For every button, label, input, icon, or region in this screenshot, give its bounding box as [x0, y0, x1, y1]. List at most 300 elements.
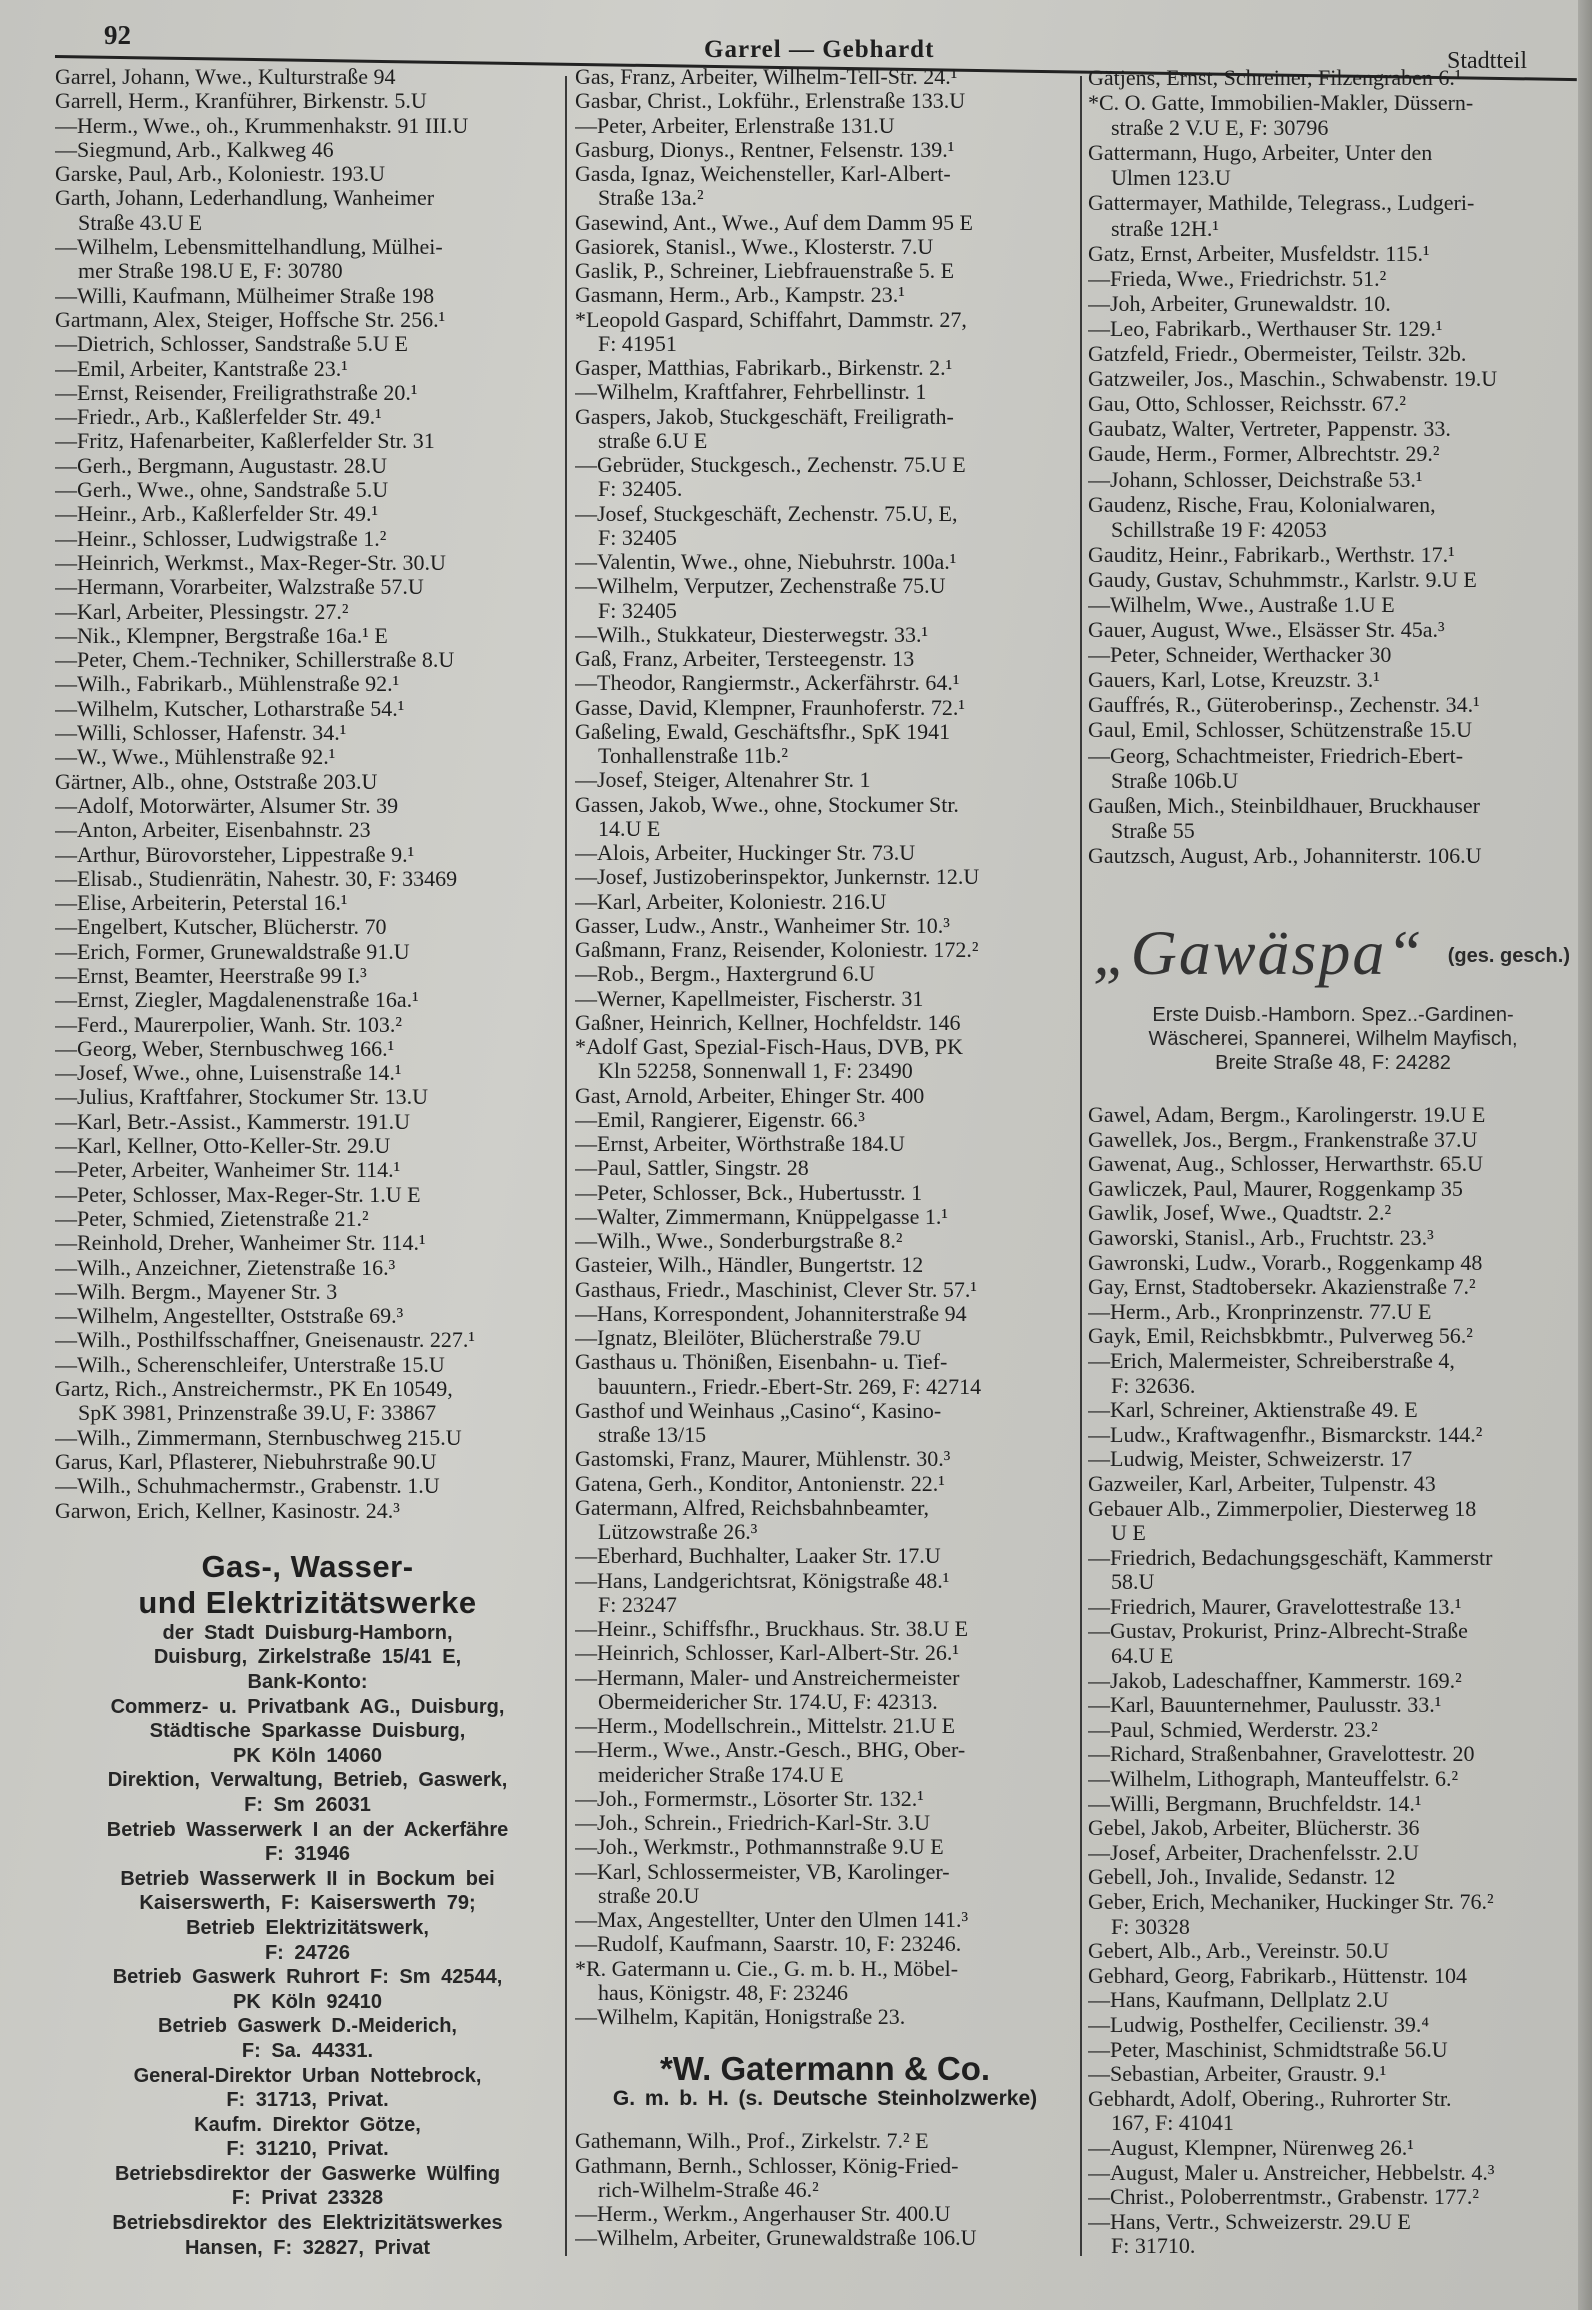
directory-entry [575, 502, 1075, 551]
entry-continuation-line: SpK 3981, Prinzenstraße 39.U, F: 33867 [78, 1401, 437, 1426]
directory-entry [575, 1472, 1075, 1496]
entry-continuation-line: F: 32405 [598, 598, 677, 623]
entry-line: —Theodor, Rangiermstr., Ackerfährstr. 64.¹ [575, 671, 960, 696]
entry-line: Gaudenz, Rische, Frau, Kolonialwaren, [1088, 491, 1436, 517]
entry-line: —Gustav, Prokurist, Prinz-Albrecht-Straße [1088, 1619, 1468, 1644]
entry-line: Gatzweiler, Jos., Maschin., Schwabenstr. 19.U [1088, 366, 1498, 392]
directory-entry [1088, 1988, 1578, 2013]
entry-line: —Josef, Wwe., ohne, Luisenstraße 14.¹ [55, 1061, 402, 1086]
entry-line: Gebhard, Georg, Fabrikarb., Hüttenstr. 104 [1088, 1963, 1468, 1988]
directory-entry [1088, 1497, 1578, 1546]
directory-entry [575, 1641, 1075, 1665]
advert-line: Betrieb Gaswerk Ruhrort F: Sm 42544, [112, 1966, 503, 1989]
entry-line: —Joh., Werkmstr., Pothmannstraße 9.U E [575, 1835, 944, 1860]
directory-entry [1088, 1226, 1578, 1251]
entry-line: Gauffrés, R., Güteroberinsp., Zechenstr. 34.¹ [1088, 692, 1480, 718]
directory-entry [55, 1231, 560, 1255]
directory-entry [575, 1908, 1075, 1932]
entry-line: —Wilhelm, Kapitän, Honigstraße 23. [575, 2005, 906, 2029]
entry-continuation-line: mer Straße 198.U E, F: 30780 [78, 259, 343, 284]
directory-entry [55, 648, 560, 672]
directory-entries [55, 65, 560, 1523]
entry-line: —Julius, Kraftfahrer, Stockumer Str. 13.U [55, 1085, 429, 1110]
directory-entry [575, 962, 1075, 986]
entry-line: —Fritz, Hafenarbeiter, Kaßlerfelder Str. 31 [55, 429, 435, 454]
directory-entry [575, 550, 1075, 574]
directory-entry [575, 1569, 1075, 1618]
directory-entry [55, 405, 560, 429]
entry-line: Gaußen, Mich., Steinbildhauer, Bruckhauser [1088, 792, 1480, 818]
directory-entry [1088, 2185, 1578, 2210]
entry-line: —Ignatz, Bleilöter, Blücherstraße 79.U [575, 1326, 922, 1350]
entry-line: —Nik., Klempner, Bergstraße 16a.¹ E [55, 623, 388, 648]
entry-line: Gaß, Franz, Arbeiter, Tersteegenstr. 13 [575, 647, 915, 671]
advert-line: Direktion, Verwaltung, Betrieb, Gaswerk, [107, 1769, 508, 1792]
entry-line: Garwon, Erich, Kellner, Kasinostr. 24.³ [55, 1498, 400, 1523]
directory-entry [1088, 1767, 1578, 1792]
entry-line: Gasburg, Dionys., Rentner, Felsenstr. 139.¹ [575, 137, 955, 162]
directory-entry [575, 671, 1075, 695]
directory-entry [575, 1011, 1075, 1035]
directory-entry [55, 114, 560, 138]
directory-entry [575, 162, 1075, 211]
directory-entry [55, 1426, 560, 1450]
entry-line: —Sebastian, Arbeiter, Graustr. 9.¹ [1088, 2062, 1387, 2087]
directory-entry [55, 915, 560, 939]
directory-entry [1088, 391, 1578, 416]
entry-line: Gebert, Alb., Arb., Vereinstr. 50.U [1088, 1939, 1389, 1964]
directory-entry [575, 2005, 1075, 2029]
directory-entry [575, 1932, 1075, 1956]
entry-line: —Hans, Kaufmann, Dellplatz 2.U [1088, 1988, 1389, 2013]
entry-line: —Wilhelm, Kraftfahrer, Fehrbellinstr. 1 [575, 380, 927, 405]
directory-entry [1088, 1742, 1578, 1767]
directory-entry [1088, 341, 1578, 366]
entry-continuation-line: F: 31710. [1111, 2234, 1196, 2259]
entry-line: —Wilhelm, Angestellter, Oststraße 69.³ [55, 1304, 404, 1329]
entry-line: —Wilh., Fabrikarb., Mühlenstraße 92.¹ [55, 672, 400, 697]
entry-line: —Herm., Wwe., oh., Krummenhakstr. 91 III.U [55, 113, 469, 138]
entry-line: —Elisab., Studienrätin, Nahestr. 30, F: 33469 [55, 866, 458, 891]
directory-entry [55, 162, 560, 186]
entry-line: —Heinr., Schiffsfhr., Bruckhaus. Str. 38.U E [575, 1617, 969, 1641]
directory-entry [1088, 843, 1578, 868]
directory-entry [55, 1280, 560, 1304]
entry-line: —Ernst, Beamter, Heerstraße 99 I.³ [55, 963, 367, 988]
directory-entry [575, 696, 1075, 720]
entry-line: —Adolf, Motorwärter, Alsumer Str. 39 [55, 793, 399, 818]
directory-entries [575, 2129, 1075, 2250]
directory-entry [575, 1156, 1075, 1180]
directory-entry [1088, 291, 1578, 316]
advert-line: Betrieb Wasserwerk II in Bockum bei [120, 1867, 495, 1890]
advert-subline: G. m. b. H. (s. Deutsche Steinholzwerke) [612, 2087, 1038, 2111]
entry-line: —W., Wwe., Mühlenstraße 92.¹ [55, 745, 336, 770]
entry-line: Garth, Johann, Lederhandlung, Wanheimer [55, 186, 435, 211]
entry-line: —Friedrich, Bedachungsgeschäft, Kammerstr [1088, 1545, 1493, 1570]
entry-line: Gaubatz, Walter, Vertreter, Pappenstr. 33. [1088, 416, 1451, 442]
entry-line: Garus, Karl, Pflasterer, Niebuhrstraße 90.U [55, 1449, 437, 1474]
directory-entry [575, 405, 1075, 454]
advert-headline: *W. Gatermann & Co. [659, 2050, 991, 2088]
entry-line: Gebauer Alb., Zimmerpolier, Diesterweg 18 [1088, 1496, 1477, 1521]
directory-entry [575, 1350, 1075, 1399]
directory-entry [1088, 1300, 1578, 1325]
advert-gatermann [575, 2051, 1075, 2111]
entry-line: Gazweiler, Karl, Arbeiter, Tulpenstr. 43 [1088, 1471, 1436, 1496]
directory-entry [55, 1134, 560, 1158]
directory-entry [1088, 416, 1578, 441]
directory-entry [575, 1811, 1075, 1835]
directory-entry [1088, 592, 1578, 617]
directory-entry [575, 1278, 1075, 1302]
entry-line: Gawellek, Jos., Bergm., Frankenstraße 37.U [1088, 1127, 1478, 1152]
entry-line: *C. O. Gatte, Immobilien-Makler, Düssern- [1088, 90, 1474, 116]
entry-line: Gatermann, Alfred, Reichsbahnbeamter, [575, 1495, 930, 1520]
directory-entry [1088, 366, 1578, 391]
advert-line: Commerz- u. Privatbank AG., Duisburg, [110, 1695, 505, 1718]
directory-entry [575, 211, 1075, 235]
entry-line: —Wilhelm, Wwe., Austraße 1.U E [1088, 591, 1395, 617]
directory-entry [55, 1256, 560, 1280]
entry-line: —Erich, Malermeister, Schreiberstraße 4, [1088, 1348, 1455, 1373]
entry-line: —Peter, Arbeiter, Erlenstraße 131.U [575, 113, 895, 138]
directory-entry [1088, 743, 1578, 793]
directory-entry [55, 1085, 560, 1109]
entry-line: —Frieda, Wwe., Friedrichstr. 51.² [1088, 265, 1387, 291]
directory-entry [55, 1183, 560, 1207]
entry-line: Gast, Arnold, Arbeiter, Ehinger Str. 400 [575, 1083, 925, 1108]
directory-entry [55, 502, 560, 526]
entry-line: Gauer, August, Wwe., Elsässer Str. 45a.³ [1088, 617, 1445, 643]
directory-entry [575, 283, 1075, 307]
entry-line: Gasse, David, Klempner, Fraunhoferstr. 72.¹ [575, 695, 966, 720]
entry-continuation-line: F: 30328 [1111, 1914, 1190, 1939]
directory-entry [55, 891, 560, 915]
entry-line: —Ernst, Reisender, Freiligrathstraße 20.¹ [55, 380, 418, 405]
entry-line: —Willi, Bergmann, Bruchfeldstr. 14.¹ [1088, 1791, 1422, 1816]
entry-line: —Josef, Justizoberinspektor, Junkernstr. 12.U [575, 865, 980, 890]
directory-entry [55, 1207, 560, 1231]
entry-line: Gathmann, Bernh., Schlosser, König-Fried- [575, 2153, 959, 2178]
directory-entry [1088, 667, 1578, 692]
entry-line: —Alois, Arbeiter, Huckinger Str. 73.U [575, 841, 916, 865]
entry-line: Gasteier, Wilh., Händler, Bungertstr. 12 [575, 1253, 924, 1278]
entry-line: Gasper, Matthias, Fabrikarb., Birkenstr. 2.¹ [575, 356, 953, 380]
entry-line: Gaworski, Stanisl., Arb., Fruchtstr. 23.³ [1088, 1225, 1434, 1250]
directory-entry [575, 1253, 1075, 1277]
entry-line: —Wilhelm, Arbeiter, Grunewaldstraße 106.U [575, 2226, 977, 2251]
directory-entry [575, 1229, 1075, 1253]
advert-line: General-Direktor Urban Nottebrock, [133, 2064, 482, 2087]
entry-line: Gawel, Adam, Bergm., Karolingerstr. 19.U E [1088, 1103, 1486, 1127]
entry-line: —Wilh. Bergm., Mayener Str. 3 [55, 1279, 338, 1304]
directory-entry [1088, 1128, 1578, 1153]
directory-entry [1088, 441, 1578, 466]
directory-entry [1088, 2210, 1578, 2259]
directory-entry [1088, 1152, 1578, 1177]
advert-line: F: Sm 26031 [244, 1793, 371, 1816]
entry-line: Gärtner, Alb., ohne, Oststraße 203.U [55, 769, 378, 794]
entry-line: Gawronski, Ludw., Vorarb., Roggenkamp 48 [1088, 1250, 1483, 1275]
entry-line: —Leo, Fabrikarb., Werthauser Str. 129.¹ [1088, 315, 1443, 341]
entry-line: —Ferd., Maurerpolier, Wanh. Str. 103.² [55, 1012, 402, 1037]
directory-entry [1088, 467, 1578, 492]
directory-entry [1088, 542, 1578, 567]
directory-entry [1088, 1398, 1578, 1423]
directory-entry [55, 988, 560, 1012]
directory-entry [575, 89, 1075, 113]
directory-entry [575, 1108, 1075, 1132]
entry-line: —Reinhold, Dreher, Wanheimer Str. 114.¹ [55, 1231, 426, 1256]
directory-entry [575, 453, 1075, 502]
directory-entry [1088, 190, 1578, 240]
entry-line: —Heinr., Schlosser, Ludwigstraße 1.² [55, 526, 387, 551]
directory-entry [55, 745, 560, 769]
entry-continuation-line: haus, Königstr. 48, F: 23246 [598, 1980, 848, 2005]
entry-line: —August, Klempner, Nürenweg 26.¹ [1088, 2135, 1414, 2160]
directory-entry [55, 381, 560, 405]
entry-line: —Gebrüder, Stuckgesch., Zechenstr. 75.U E [575, 453, 966, 477]
advert-gas-wasser-elektrizitaetswerke [55, 1549, 560, 2260]
entry-line: —Peter, Maschinist, Schmidtstraße 56.U [1088, 2037, 1448, 2062]
advert-line: Betrieb Elektrizitätswerk, [186, 1916, 429, 1939]
entry-continuation-line: Straße 13a.² [598, 186, 704, 211]
entry-line: —Jakob, Ladeschaffner, Kammerstr. 169.² [1088, 1668, 1462, 1693]
directory-entry [1088, 1816, 1578, 1841]
entry-line: —Rob., Bergm., Haxtergrund 6.U [575, 962, 875, 987]
entry-line: —Ernst, Arbeiter, Wörthstraße 184.U [575, 1132, 905, 1156]
entry-line: —Josef, Stuckgeschäft, Zechenstr. 75.U, E, [575, 501, 958, 526]
entry-line: Gaudy, Gustav, Schuhmmstr., Karlstr. 9.U E [1088, 566, 1477, 592]
entry-line: Gauditz, Heinr., Fabrikarb., Werthstr. 17.¹ [1088, 541, 1455, 567]
entry-line: —Werner, Kapellmeister, Fischerstr. 31 [575, 986, 924, 1011]
advert-line: Betrieb Wasserwerk I an der Ackerfähre [106, 1818, 509, 1841]
entry-line: —Engelbert, Kutscher, Blücherstr. 70 [55, 915, 387, 940]
advert-line: Breite Straße 48, F: 24282 [1215, 1052, 1451, 1074]
entry-line: —Heinr., Arb., Kaßlerfelder Str. 49.¹ [55, 502, 379, 527]
directory-entry [1088, 1201, 1578, 1226]
advert-headline: und Elektrizitätswerke [138, 1584, 477, 1620]
directory-entry [575, 720, 1075, 769]
directory-entry [575, 2129, 1075, 2153]
directory-entry [575, 914, 1075, 938]
entry-line: Gasewind, Ant., Wwe., Auf dem Damm 95 E [575, 210, 973, 235]
entry-line: —Ludwig, Meister, Schweizerstr. 17 [1088, 1447, 1413, 1472]
entry-line: —Wilhelm, Lebensmittelhandlung, Mülhei- [55, 235, 443, 260]
directory-entry [55, 843, 560, 867]
entry-line: —Wilh., Scherenschleifer, Unterstraße 15.U [55, 1352, 445, 1377]
entry-line: Gebell, Joh., Invalide, Sedanstr. 12 [1088, 1865, 1396, 1890]
gawaespa-logo [1088, 903, 1578, 1003]
logo-script-text: „Gawäspa“ [1093, 917, 1424, 988]
directory-entry [575, 138, 1075, 162]
directory-entry [1088, 1423, 1578, 1448]
directory-entry [1088, 316, 1578, 341]
directory-entry [1088, 2062, 1578, 2087]
entry-line: Gaude, Herm., Former, Albrechtstr. 29.² [1088, 441, 1440, 467]
directory-entry [1088, 1718, 1578, 1743]
entry-line: Gassen, Jakob, Wwe., ohne, Stockumer Str. [575, 792, 959, 817]
entry-line: —Georg, Weber, Sternbuschweg 166.¹ [55, 1036, 395, 1061]
column-2 [575, 65, 1075, 2251]
entry-line: —Wilh., Stukkateur, Diesterwegstr. 33.¹ [575, 622, 929, 647]
directory-entry [1088, 1964, 1578, 1989]
advert-line: Hansen, F: 32827, Privat [184, 2236, 431, 2259]
advert-line: Betriebsdirektor des Elektrizitätswerkes [112, 2212, 503, 2235]
directory-entry [55, 697, 560, 721]
entry-line: Garske, Paul, Arb., Koloniestr. 193.U [55, 162, 385, 187]
entry-continuation-line: straße 13/15 [598, 1423, 707, 1447]
directory-entry [575, 623, 1075, 647]
entry-line: —Emil, Rangierer, Eigenstr. 66.³ [575, 1107, 865, 1132]
directory-entry [575, 1787, 1075, 1811]
entry-line: —Ludwig, Posthelfer, Cecilienstr. 39.⁴ [1088, 2012, 1430, 2037]
advert-line: Duisburg, Zirkelstraße 15/41 E, [153, 1646, 462, 1669]
entry-line: —Arthur, Bürovorsteher, Lippestraße 9.¹ [55, 842, 415, 867]
directory-entry [1088, 2038, 1578, 2063]
directory-entry [575, 574, 1075, 623]
directory-entry [575, 1035, 1075, 1084]
directory-entry [55, 284, 560, 308]
directory-entry [575, 1132, 1075, 1156]
directory-entry [575, 1544, 1075, 1568]
entry-line: Gasthaus u. Thönißen, Eisenbahn- u. Tief- [575, 1350, 948, 1375]
entry-line: —Peter, Chem.-Techniker, Schillerstraße 8.U [55, 648, 455, 673]
entry-line: —Georg, Schachtmeister, Friedrich-Ebert- [1088, 742, 1464, 768]
entry-line: —Eberhard, Buchhalter, Laaker Str. 17.U [575, 1544, 941, 1569]
advert-line: F: 31713, Privat. [226, 2089, 389, 2112]
directory-entries [1088, 1103, 1578, 2259]
directory-entry [1088, 642, 1578, 667]
directory-entry [55, 1304, 560, 1328]
column-1 [55, 65, 560, 2260]
directory-entry [575, 380, 1075, 404]
entry-line: —Heinrich, Schlosser, Karl-Albert-Str. 26.¹ [575, 1641, 959, 1666]
directory-entry [575, 1399, 1075, 1448]
entry-line: *Leopold Gaspard, Schiffahrt, Dammstr. 27, [575, 307, 967, 332]
entry-line: —Wilhelm, Kutscher, Lotharstraße 54.¹ [55, 696, 405, 721]
directory-entry [55, 1328, 560, 1352]
directory-entry [1088, 2161, 1578, 2186]
entry-line: Gay, Ernst, Stadtobersekr. Akazienstraße 7.² [1088, 1275, 1476, 1300]
entry-continuation-line: straße 12H.¹ [1111, 215, 1220, 241]
entry-line: —Max, Angestellter, Unter den Ulmen 141.³ [575, 1908, 969, 1932]
entry-line: Gathemann, Wilh., Prof., Zirkelstr. 7.² E [575, 2129, 929, 2154]
directory-entry [55, 1499, 560, 1523]
directory-entry [55, 186, 560, 235]
entry-line: Gaßmann, Franz, Reisender, Koloniestr. 172.² [575, 938, 979, 962]
advert-line: Bank-Konto: [247, 1671, 368, 1693]
entry-continuation-line: Straße 43.U E [78, 210, 203, 235]
directory-entry [1088, 140, 1578, 190]
directory-entry [55, 770, 560, 794]
directory-entry [55, 551, 560, 575]
entry-line: —Hermann, Maler- und Anstreichermeister [575, 1665, 960, 1690]
entry-line: —Peter, Schneider, Werthacker 30 [1088, 642, 1392, 668]
directory-entry [55, 1353, 560, 1377]
directory-entry [55, 138, 560, 162]
entry-line: —Hans, Vertr., Schweizerstr. 29.U E [1088, 2209, 1411, 2234]
directory-entry [1088, 2136, 1578, 2161]
entry-line: —Josef, Steiger, Altenahrer Str. 1 [575, 768, 871, 793]
entry-line: Gau, Otto, Schlosser, Reichsstr. 67.² [1088, 391, 1406, 417]
entry-line: Gatz, Ernst, Arbeiter, Musfeldstr. 115.¹ [1088, 240, 1430, 266]
advert-line: F: 31210, Privat. [226, 2138, 389, 2161]
directory-entry [55, 429, 560, 453]
entry-line: Geber, Erich, Mechaniker, Huckinger Str. 76.² [1088, 1890, 1494, 1914]
directory-entry [1088, 1324, 1578, 1349]
entry-line: Gaslik, P., Schreiner, Liebfrauenstraße 5. E [575, 259, 955, 283]
entry-continuation-line: bauuntern., Friedr.-Ebert-Str. 269, F: 42714 [598, 1374, 982, 1399]
entry-continuation-line: Lützowstraße 26.³ [598, 1520, 758, 1544]
directory-entry [55, 357, 560, 381]
directory-entry [1088, 492, 1578, 542]
entry-line: Gaßner, Heinrich, Kellner, Hochfeldstr. 146 [575, 1010, 961, 1035]
page-number: 92 [104, 20, 131, 50]
directory-entry [575, 1666, 1075, 1715]
advert-line: F: Sa. 44331. [241, 2039, 374, 2062]
directory-entry [55, 1377, 560, 1426]
entry-continuation-line: 64.U E [1111, 1644, 1174, 1669]
trademark-note: (ges. gesch.) [1447, 945, 1570, 967]
entry-line: —Friedr., Arb., Kaßlerfelder Str. 49.¹ [55, 405, 382, 430]
entry-line: —Richard, Straßenbahner, Gravelottestr. 20 [1088, 1742, 1475, 1767]
entry-line: Gatzfeld, Friedr., Obermeister, Teilstr. 32b. [1088, 341, 1467, 367]
directory-entry [1088, 1447, 1578, 1472]
directory-entry [575, 1714, 1075, 1738]
entry-line: —Walter, Zimmermann, Knüppelgasse 1.¹ [575, 1204, 948, 1229]
advert-line: der Stadt Duisburg-Hamborn, [162, 1621, 453, 1644]
advert-line: F: Privat 23328 [231, 2187, 384, 2210]
directory-entry [575, 768, 1075, 792]
entry-line: Gawenat, Aug., Schlosser, Herwarthstr. 65.U [1088, 1152, 1484, 1177]
entry-line: Gattermann, Hugo, Arbeiter, Unter den [1088, 140, 1433, 166]
advert-gawaespa-text [1088, 1003, 1578, 1075]
entry-line: Gasda, Ignaz, Weichensteller, Karl-Albert- [575, 162, 951, 186]
directory-entry [1088, 1546, 1578, 1595]
directory-entry [1088, 1472, 1578, 1497]
entry-continuation-line: rich-Wilhelm-Straße 46.² [598, 2177, 819, 2202]
directory-entry [1088, 692, 1578, 717]
entry-line: Gartz, Rich., Anstreichermstr., PK En 10549, [55, 1377, 453, 1402]
directory-entry [1088, 1693, 1578, 1718]
entry-line: —Paul, Schmied, Werderstr. 23.² [1088, 1717, 1378, 1742]
directory-entry [575, 1738, 1075, 1787]
directory-entry [575, 1181, 1075, 1205]
entry-line: —Wilh., Zimmermann, Sternbuschweg 215.U [55, 1425, 462, 1450]
directory-entry [55, 624, 560, 648]
entry-line: Gastomski, Franz, Maurer, Mühlenstr. 30.³ [575, 1447, 951, 1472]
entry-line: —Johann, Schlosser, Deichstraße 53.¹ [1088, 466, 1423, 492]
entry-line: Gebel, Jakob, Arbeiter, Blücherstr. 36 [1088, 1816, 1420, 1841]
advert-line: PK Köln 92410 [233, 1990, 382, 2013]
entry-continuation-line: straße 6.U E [598, 428, 708, 453]
entry-line: —Rudolf, Kaufmann, Saarstr. 10, F: 23246. [575, 1932, 962, 1957]
entry-line: Gasthaus, Friedr., Maschinist, Clever Str. 57.¹ [575, 1277, 977, 1302]
directory-entry [55, 818, 560, 842]
directory-entry [1088, 1669, 1578, 1694]
directory-entry [575, 841, 1075, 865]
entry-continuation-line: F: 32405. [598, 477, 683, 502]
entry-line: —Wilh., Anzeichner, Zietenstraße 16.³ [55, 1255, 396, 1280]
entry-continuation-line: F: 41951 [598, 331, 677, 356]
entry-line: —Dietrich, Schlosser, Sandstraße 5.U E [55, 332, 408, 357]
directory-entry [1088, 1103, 1578, 1128]
entry-line: —Willi, Kaufmann, Mülheimer Straße 198 [55, 283, 435, 308]
advert-line: PK Köln 14060 [233, 1744, 382, 1767]
entry-continuation-line: straße 2 V.U E, F: 30796 [1111, 115, 1329, 141]
